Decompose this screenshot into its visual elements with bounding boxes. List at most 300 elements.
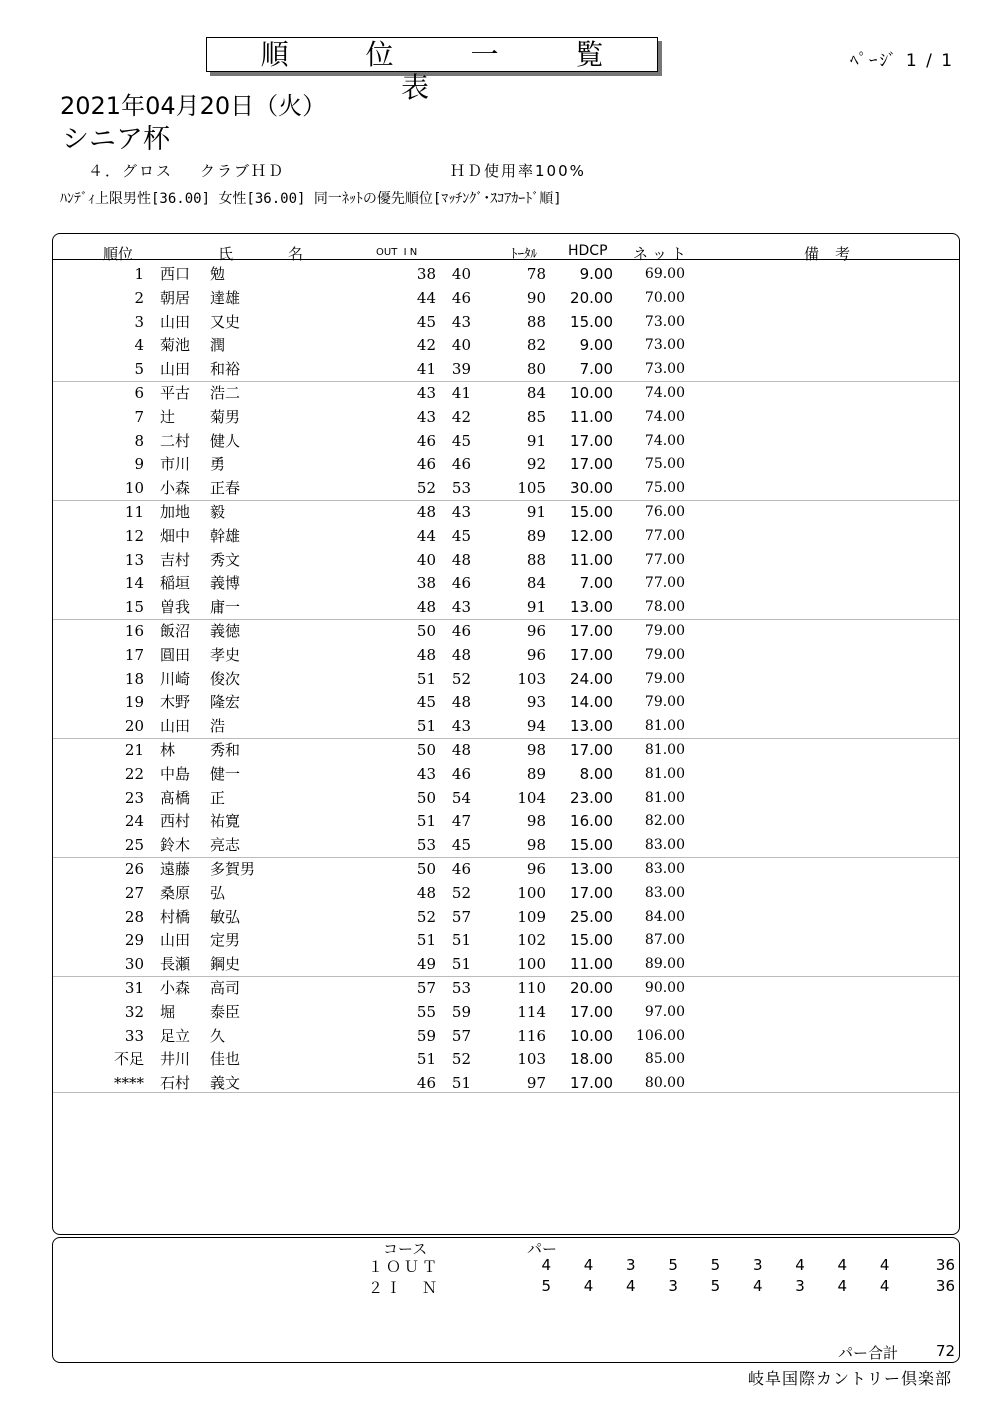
rank-cell: 14 xyxy=(124,574,144,593)
rank-cell: 24 xyxy=(124,812,144,831)
rank-cell: 7 xyxy=(134,407,144,426)
hdcp-cell: 15.00 xyxy=(570,312,613,331)
table-row xyxy=(53,381,959,405)
hole-par: 4 xyxy=(879,1277,890,1295)
rank-cell: 10 xyxy=(124,479,144,498)
family-name-cell: 山田 xyxy=(160,360,191,379)
handicap-note: ﾊﾝﾃﾞｨ上限男性[36.00] 女性[36.00] 同一ﾈｯﾄの優先順位[ﾏｯﾁﾝｸﾞ･ｽｺｱｶｰﾄﾞ順] xyxy=(60,191,562,207)
given-name-cell: 祐寛 xyxy=(210,812,241,831)
hdcp-cell: 25.00 xyxy=(570,907,613,926)
table-row xyxy=(53,738,959,762)
in-score-cell: 39 xyxy=(451,360,471,379)
net-score-cell: 83.00 xyxy=(644,884,685,901)
total-score-cell: 89 xyxy=(526,764,546,783)
table-end-divider xyxy=(53,1092,959,1093)
table-row xyxy=(53,976,959,1000)
in-score-cell: 40 xyxy=(451,336,471,355)
net-score-cell: 89.00 xyxy=(644,956,685,973)
out-score-cell: 51 xyxy=(416,669,436,688)
table-row xyxy=(53,1000,959,1024)
hdcp-cell: 8.00 xyxy=(579,764,613,783)
col-name-a: 氏 xyxy=(218,245,234,263)
total-score-cell: 100 xyxy=(517,955,546,974)
net-score-cell: 81.00 xyxy=(644,718,685,735)
hole-par: 4 xyxy=(583,1256,594,1274)
table-row xyxy=(53,833,959,857)
net-score-cell: 84.00 xyxy=(644,908,685,925)
category-label: ４．グロス xyxy=(88,162,174,180)
given-name-cell: 庸一 xyxy=(210,598,241,617)
out-score-cell: 51 xyxy=(416,812,436,831)
out-score-cell: 48 xyxy=(416,503,436,521)
course-par-table xyxy=(52,1237,960,1363)
total-score-cell: 98 xyxy=(526,741,546,759)
rank-cell: 22 xyxy=(124,764,144,783)
rank-cell: **** xyxy=(114,1074,144,1093)
hdcp-cell: 13.00 xyxy=(570,598,613,617)
hdcp-cell: 17.00 xyxy=(570,1002,613,1021)
out-score-cell: 44 xyxy=(416,526,436,545)
net-score-cell: 77.00 xyxy=(644,527,685,544)
total-score-cell: 84 xyxy=(526,384,546,402)
out-score-cell: 55 xyxy=(416,1002,436,1021)
table-row xyxy=(53,928,959,952)
hdcp-cell: 17.00 xyxy=(570,645,613,664)
net-score-cell: 90.00 xyxy=(644,980,685,996)
table-row xyxy=(53,476,959,500)
net-score-cell: 69.00 xyxy=(644,266,685,282)
total-score-cell: 84 xyxy=(526,574,546,593)
table-row xyxy=(53,595,959,619)
table-row xyxy=(53,857,959,881)
rank-cell: 27 xyxy=(124,883,144,902)
hdcp-cell: 10.00 xyxy=(570,1026,613,1045)
in-score-cell: 41 xyxy=(451,384,471,402)
given-name-cell: 健人 xyxy=(210,431,241,450)
out-score-cell: 46 xyxy=(416,1074,436,1093)
net-score-cell: 75.00 xyxy=(644,456,685,473)
hdcp-cell: 7.00 xyxy=(579,574,613,593)
hdcp-cell: 11.00 xyxy=(570,955,613,974)
course-par-total: 36 xyxy=(935,1256,955,1274)
table-row xyxy=(53,643,959,667)
family-name-cell: 平古 xyxy=(160,384,191,402)
family-name-cell: 川崎 xyxy=(160,669,191,688)
hdcp-cell: 16.00 xyxy=(570,812,613,831)
total-score-cell: 93 xyxy=(526,693,546,712)
family-name-cell: 菊池 xyxy=(160,336,191,355)
total-score-cell: 90 xyxy=(526,288,546,307)
total-score-cell: 98 xyxy=(526,836,546,855)
hdcp-cell: 20.00 xyxy=(570,288,613,307)
total-score-cell: 100 xyxy=(517,883,546,902)
hole-par: 4 xyxy=(795,1256,805,1274)
hole-par: 4 xyxy=(879,1256,890,1274)
out-score-cell: 43 xyxy=(416,764,436,783)
out-score-cell: 51 xyxy=(416,1050,436,1069)
hdcp-cell: 17.00 xyxy=(570,431,613,450)
rank-cell: 30 xyxy=(124,955,144,974)
net-score-cell: 79.00 xyxy=(644,694,685,711)
given-name-cell: 久 xyxy=(210,1026,226,1045)
out-score-cell: 57 xyxy=(416,979,436,997)
out-score-cell: 53 xyxy=(416,836,436,855)
competition-name: シニア杯 xyxy=(62,124,170,155)
family-name-cell: 辻 xyxy=(160,407,176,426)
hole-par: 3 xyxy=(795,1277,805,1295)
given-name-cell: 義文 xyxy=(210,1074,241,1093)
given-name-cell: 達雄 xyxy=(210,288,241,307)
hole-par: 5 xyxy=(710,1256,721,1274)
net-score-cell: 76.00 xyxy=(644,504,685,520)
given-name-cell: 義徳 xyxy=(210,622,241,640)
in-score-cell: 48 xyxy=(451,693,471,712)
given-name-cell: 定男 xyxy=(210,931,241,950)
out-score-cell: 40 xyxy=(416,550,436,569)
net-score-cell: 83.00 xyxy=(644,837,685,854)
out-score-cell: 38 xyxy=(416,265,436,283)
table-row xyxy=(53,286,959,310)
out-score-cell: 52 xyxy=(416,479,436,498)
par-total-value: 72 xyxy=(936,1342,956,1360)
par-label: パー xyxy=(527,1240,558,1258)
in-score-cell: 45 xyxy=(451,836,471,855)
table-row xyxy=(53,809,959,833)
net-score-cell: 73.00 xyxy=(644,361,685,378)
given-name-cell: 正 xyxy=(210,788,226,807)
family-name-cell: 加地 xyxy=(160,503,191,521)
out-score-cell: 46 xyxy=(416,455,436,474)
in-score-cell: 52 xyxy=(451,1050,471,1069)
given-name-cell: 弘 xyxy=(210,883,226,902)
page-title: 順 位 一 覧 表 xyxy=(206,37,658,72)
in-score-cell: 57 xyxy=(451,1026,471,1045)
family-name-cell: 井川 xyxy=(160,1050,191,1069)
total-score-cell: 78 xyxy=(526,265,546,283)
net-score-cell: 78.00 xyxy=(644,599,685,616)
rank-cell: 23 xyxy=(124,788,144,807)
table-row xyxy=(53,1024,959,1048)
given-name-cell: 和裕 xyxy=(210,360,241,379)
course-name: ２Ｉ Ｎ xyxy=(368,1279,441,1297)
out-score-cell: 43 xyxy=(416,407,436,426)
net-score-cell: 70.00 xyxy=(644,289,685,306)
table-row xyxy=(53,881,959,905)
rank-cell: 19 xyxy=(124,693,144,712)
total-score-cell: 102 xyxy=(517,931,546,950)
net-score-cell: 81.00 xyxy=(644,789,685,806)
rank-cell: 16 xyxy=(124,622,144,640)
rank-cell: 32 xyxy=(124,1002,144,1021)
hole-par: 4 xyxy=(583,1277,594,1295)
page-number: ﾍﾟｰｼﾞ 1 / 1 xyxy=(850,51,955,71)
hole-par: 3 xyxy=(668,1277,678,1295)
given-name-cell: 浩二 xyxy=(210,384,241,402)
in-score-cell: 54 xyxy=(451,788,471,807)
total-score-cell: 94 xyxy=(526,717,546,736)
total-score-cell: 96 xyxy=(526,645,546,664)
in-score-cell: 47 xyxy=(451,812,471,831)
total-score-cell: 114 xyxy=(517,1002,546,1021)
given-name-cell: 浩 xyxy=(210,717,226,736)
rank-cell: 12 xyxy=(124,526,144,545)
hole-par: 4 xyxy=(541,1256,551,1274)
given-name-cell: 正春 xyxy=(210,479,241,498)
rank-cell: 11 xyxy=(124,503,144,521)
total-score-cell: 110 xyxy=(517,979,546,997)
net-score-cell: 85.00 xyxy=(644,1051,685,1068)
table-row xyxy=(53,786,959,810)
table-row xyxy=(53,667,959,691)
col-name-b: 名 xyxy=(288,245,304,263)
given-name-cell: 泰臣 xyxy=(210,1002,241,1021)
in-score-cell: 51 xyxy=(451,1074,471,1093)
in-score-cell: 46 xyxy=(451,764,471,783)
out-score-cell: 43 xyxy=(416,384,436,402)
hdcp-cell: 7.00 xyxy=(579,360,613,379)
rank-cell: 20 xyxy=(124,717,144,736)
out-score-cell: 38 xyxy=(416,574,436,593)
net-score-cell: 83.00 xyxy=(644,861,685,877)
table-row xyxy=(53,333,959,357)
hdcp-cell: 18.00 xyxy=(570,1050,613,1069)
in-score-cell: 46 xyxy=(451,455,471,474)
given-name-cell: 健一 xyxy=(210,764,241,783)
out-score-cell: 46 xyxy=(416,431,436,450)
given-name-cell: 秀文 xyxy=(210,550,241,569)
given-name-cell: 敏弘 xyxy=(210,907,241,926)
family-name-cell: 二村 xyxy=(160,431,191,450)
table-row xyxy=(53,452,959,476)
hdcp-cell: 14.00 xyxy=(570,693,613,712)
in-score-cell: 59 xyxy=(451,1002,471,1021)
in-score-cell: 46 xyxy=(451,860,471,878)
table-row xyxy=(53,619,959,643)
in-score-cell: 43 xyxy=(451,717,471,736)
rank-cell: 28 xyxy=(124,907,144,926)
total-score-cell: 85 xyxy=(526,407,546,426)
hdcp-cell: 11.00 xyxy=(570,550,613,569)
net-score-cell: 97.00 xyxy=(644,1003,685,1020)
family-name-cell: 遠藤 xyxy=(160,860,191,878)
table-row xyxy=(53,357,959,381)
table-row xyxy=(53,310,959,334)
out-score-cell: 45 xyxy=(416,312,436,331)
rank-cell: 31 xyxy=(124,979,144,997)
in-score-cell: 48 xyxy=(451,741,471,759)
family-name-cell: 小森 xyxy=(160,479,191,498)
net-score-cell: 77.00 xyxy=(644,551,685,568)
out-score-cell: 42 xyxy=(416,336,436,355)
total-score-cell: 116 xyxy=(517,1026,546,1045)
out-score-cell: 51 xyxy=(416,931,436,950)
given-name-cell: 隆宏 xyxy=(210,693,241,712)
table-row xyxy=(53,714,959,738)
given-name-cell: 幹雄 xyxy=(210,526,241,545)
header-divider xyxy=(53,259,959,260)
family-name-cell: 稲垣 xyxy=(160,574,191,593)
table-row xyxy=(53,405,959,429)
net-score-cell: 106.00 xyxy=(636,1027,685,1044)
hole-par: 3 xyxy=(626,1256,636,1274)
in-score-cell: 52 xyxy=(451,669,471,688)
in-score-cell: 42 xyxy=(451,407,471,426)
hdcp-cell: 20.00 xyxy=(570,979,613,997)
rank-cell: 13 xyxy=(124,550,144,569)
net-score-cell: 75.00 xyxy=(644,480,685,497)
rank-cell: 不足 xyxy=(113,1050,144,1069)
col-hdcp: HDCP xyxy=(568,243,608,259)
family-name-cell: 吉村 xyxy=(160,550,191,569)
family-name-cell: 中島 xyxy=(160,764,191,783)
col-remarks-a: 備 xyxy=(804,245,820,263)
hdcp-cell: 24.00 xyxy=(570,669,613,688)
par-total-label: パー合計 xyxy=(838,1344,899,1362)
event-date: 2021年04月20日（火） xyxy=(60,92,327,120)
given-name-cell: 鋼史 xyxy=(210,955,241,974)
given-name-cell: 俊次 xyxy=(210,669,241,688)
hdcp-cell: 17.00 xyxy=(570,883,613,902)
net-score-cell: 74.00 xyxy=(644,385,685,401)
table-row xyxy=(53,429,959,453)
out-score-cell: 41 xyxy=(416,360,436,379)
hdcp-cell: 10.00 xyxy=(570,384,613,402)
in-score-cell: 45 xyxy=(451,526,471,545)
given-name-cell: 潤 xyxy=(210,336,226,355)
hdcp-cell: 9.00 xyxy=(579,265,613,283)
table-row xyxy=(53,571,959,595)
net-score-cell: 73.00 xyxy=(644,337,685,354)
hdcp-cell: 30.00 xyxy=(570,479,613,498)
table-row xyxy=(53,952,959,976)
family-name-cell: 石村 xyxy=(160,1074,191,1093)
given-name-cell: 又史 xyxy=(210,312,241,331)
rank-cell: 25 xyxy=(124,836,144,855)
hole-par: 4 xyxy=(837,1256,848,1274)
in-score-cell: 57 xyxy=(451,907,471,926)
family-name-cell: 長瀬 xyxy=(160,955,191,974)
total-score-cell: 104 xyxy=(517,788,546,807)
net-score-cell: 87.00 xyxy=(644,932,685,949)
rank-cell: 2 xyxy=(134,288,144,307)
course-name: １ＯＵＴ xyxy=(368,1258,441,1276)
out-score-cell: 52 xyxy=(416,907,436,926)
hole-par: 4 xyxy=(837,1277,848,1295)
given-name-cell: 孝史 xyxy=(210,645,241,664)
out-score-cell: 50 xyxy=(416,788,436,807)
net-score-cell: 81.00 xyxy=(644,765,685,782)
total-score-cell: 88 xyxy=(526,312,546,331)
out-score-cell: 48 xyxy=(416,645,436,664)
family-name-cell: 西村 xyxy=(160,812,191,831)
net-score-cell: 80.00 xyxy=(644,1075,685,1092)
hole-par: 3 xyxy=(752,1256,763,1274)
total-score-cell: 103 xyxy=(517,1050,546,1069)
table-row xyxy=(53,905,959,929)
table-row xyxy=(53,548,959,572)
net-score-cell: 77.00 xyxy=(644,575,685,592)
hole-par: 4 xyxy=(752,1277,763,1295)
total-score-cell: 98 xyxy=(526,812,546,831)
family-name-cell: 木野 xyxy=(160,693,191,712)
hdcp-cell: 13.00 xyxy=(570,717,613,736)
course-par-total: 36 xyxy=(935,1277,955,1295)
table-row xyxy=(53,500,959,524)
total-score-cell: 96 xyxy=(526,622,546,640)
given-name-cell: 菊男 xyxy=(210,407,241,426)
hole-par: 5 xyxy=(710,1277,721,1295)
hdcp-cell: 12.00 xyxy=(570,526,613,545)
family-name-cell: 山田 xyxy=(160,931,191,950)
net-score-cell: 74.00 xyxy=(644,408,685,425)
rank-cell: 21 xyxy=(124,741,144,759)
rank-cell: 29 xyxy=(124,931,144,950)
net-score-cell: 82.00 xyxy=(644,813,685,830)
rank-cell: 1 xyxy=(134,265,144,283)
rank-cell: 8 xyxy=(134,431,144,450)
in-score-cell: 43 xyxy=(451,503,471,521)
out-score-cell: 50 xyxy=(416,622,436,640)
total-score-cell: 105 xyxy=(517,479,546,498)
in-score-cell: 51 xyxy=(451,955,471,974)
in-score-cell: 46 xyxy=(451,622,471,640)
in-score-cell: 43 xyxy=(451,312,471,331)
out-score-cell: 49 xyxy=(416,955,436,974)
total-score-cell: 92 xyxy=(526,455,546,474)
total-score-cell: 97 xyxy=(526,1074,546,1093)
total-score-cell: 82 xyxy=(526,336,546,355)
out-score-cell: 50 xyxy=(416,860,436,878)
total-score-cell: 96 xyxy=(526,860,546,878)
rank-cell: 6 xyxy=(134,384,144,402)
in-score-cell: 51 xyxy=(451,931,471,950)
given-name-cell: 義博 xyxy=(210,574,241,593)
given-name-cell: 毅 xyxy=(210,503,226,521)
table-row xyxy=(53,1047,959,1071)
rank-cell: 33 xyxy=(124,1026,144,1045)
net-score-cell: 81.00 xyxy=(644,742,685,758)
net-score-cell: 74.00 xyxy=(644,432,685,449)
hdcp-cell: 17.00 xyxy=(570,455,613,474)
hole-par: 5 xyxy=(541,1277,551,1295)
family-name-cell: 市川 xyxy=(160,455,191,474)
hole-par: 5 xyxy=(668,1256,678,1274)
col-net: ネット xyxy=(633,245,691,263)
hdcp-cell: 17.00 xyxy=(570,622,613,640)
col-total: ﾄｰﾀﾙ xyxy=(511,247,537,262)
hdcp-cell: 17.00 xyxy=(570,741,613,759)
total-score-cell: 91 xyxy=(526,503,546,521)
family-name-cell: 村橋 xyxy=(160,907,191,926)
rank-cell: 26 xyxy=(124,860,144,878)
family-name-cell: 飯沼 xyxy=(160,622,191,640)
family-name-cell: 山田 xyxy=(160,312,191,331)
hdcp-cell: 17.00 xyxy=(570,1074,613,1093)
family-name-cell: 髙橋 xyxy=(160,788,191,807)
table-row xyxy=(53,262,959,286)
total-score-cell: 89 xyxy=(526,526,546,545)
rank-cell: 3 xyxy=(134,312,144,331)
out-score-cell: 59 xyxy=(416,1026,436,1045)
club-name: 岐阜国際カントリー倶楽部 xyxy=(747,1369,952,1388)
family-name-cell: 朝居 xyxy=(160,288,191,307)
in-score-cell: 45 xyxy=(451,431,471,450)
hdcp-cell: 15.00 xyxy=(570,931,613,950)
in-score-cell: 53 xyxy=(451,479,471,498)
out-score-cell: 44 xyxy=(416,288,436,307)
total-score-cell: 80 xyxy=(526,360,546,379)
col-remarks-b: 考 xyxy=(835,245,851,263)
